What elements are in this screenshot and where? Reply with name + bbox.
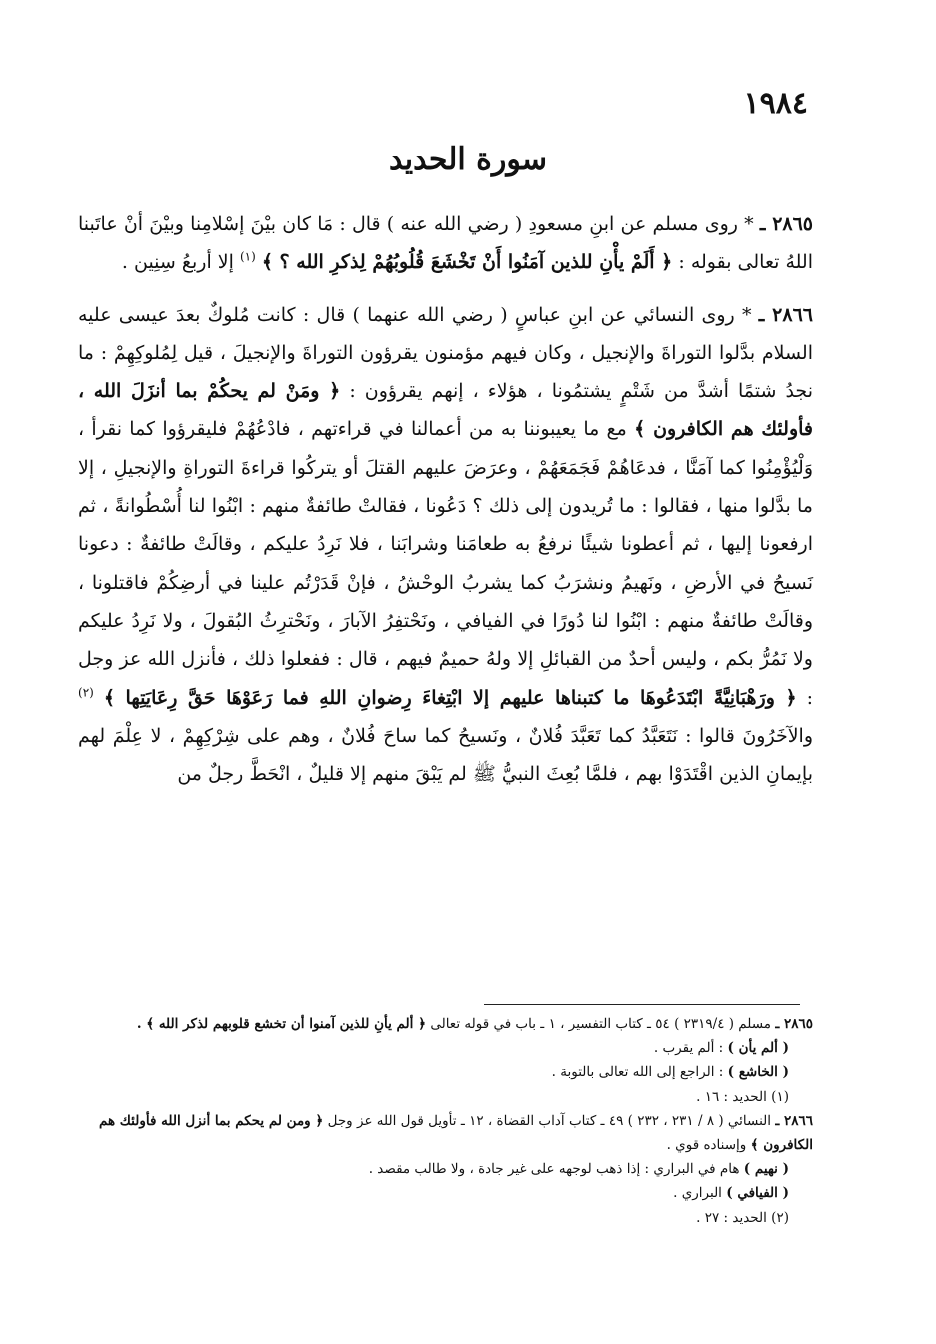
quran-verse: ﴿ ورَهْبَانِيَّةً ابْتَدَعُوهَا ما كتبناها عليهم إلا ابْتِغاءَ رِضوانِ اللهِ فما رَعَوْهَا حَقَّ رِعَايَتِها ﴾ <box>103 686 797 709</box>
hadith-number: ٢٨٦٦ ـ <box>758 303 813 326</box>
hadith-text: * روى مسلم عن ابنِ مسعودِ ( رضي الله عنه ) قال : مَا كان بيْنَ إسْلامِنا وبيْنَ أنْ عاتَبنا اللهُ تعالى بقوله : <box>78 213 813 274</box>
gloss-term: ( الفيافي ) <box>726 1185 789 1202</box>
main-text <box>78 205 813 793</box>
footnote-verse: ﴿ ألم يأنِ للذين آمنوا أن تخشع قلوبهم لذكر الله ﴾ . <box>136 1016 427 1032</box>
footnote-verse-ref <box>78 1085 813 1109</box>
footnote-gloss <box>78 1181 813 1205</box>
gloss-text: هام في البراري : إذا ذهب لوجهه على غير جادة ، ولا طالب مقصد . <box>368 1161 740 1178</box>
hadith-text: * روى النسائي عن ابنِ عباسٍ ( رضي الله عنهما ) قال : كانت مُلوكٌ بعدَ عيسى عليه السلام بدَّلوا التوراةَ والإنجيل ، وكان فيهم مؤمنون يقرؤون التوراةَ والإنجيلَ ، قيل لِمُلوكِهِمْ : ما نجدُ شتمًا أشدَّ من شَتْمٍ يشتمُونا ، هؤلاء ، إنهم يقرؤون : <box>78 303 813 403</box>
footnote-ref: (٢) <box>78 685 94 700</box>
verse-ref-text: (١) الحديد : ١٦ . <box>696 1088 789 1105</box>
hadith-2866 <box>78 296 813 794</box>
hadith-text: إلا أربعُ سِنِين . <box>121 251 234 274</box>
quran-verse: ﴿ ومَنْ لم يحكُمْ بما أنزَلَ الله ، فأولئك هم الكافرون ﴾ <box>78 380 813 441</box>
footnote-gloss <box>78 1157 813 1181</box>
footnote-source <box>78 1109 813 1157</box>
footnote-text: وإسناده قوي . <box>666 1137 747 1154</box>
footnote-text: مسلم ( ٢٣١٩/٤ ) ٥٤ ـ كتاب التفسير ، ١ ـ باب في قوله تعالى <box>430 1016 772 1032</box>
gloss-term: ( ألم يأن ) <box>727 1040 789 1057</box>
footnote-gloss <box>78 1060 813 1084</box>
footnote-text: النسائي ( ٨ / ٢٣١ ، ٢٣٢ ) ٤٩ ـ كتاب آداب القضاة ، ١٢ ـ تأويل قول الله عز وجل <box>327 1112 772 1129</box>
footnote-source <box>78 1012 813 1036</box>
gloss-term: ( نهيم ) <box>743 1161 789 1178</box>
footnote-number: ٢٨٦٦ ـ <box>775 1112 813 1129</box>
gloss-term: ( الخاشع ) <box>727 1064 789 1081</box>
hadith-text: والآخَرُونَ قالوا : نَتَعَبَّدُ كما تَعَبَّدَ فُلانٌ ، ونَسيحُ كما ساحَ فُلانٌ ، وهم على شِرْكِهِمْ ، لا عِلْمَ لهم بإيمانِ الذين اقْتَدَوْا بهم ، فلمَّا بُعِثَ النبيُّ ﷺ لم يَبْقَ منهم إلا قليلٌ ، انْحَطَّ رجلٌ من <box>78 724 813 786</box>
verse-ref-text: (٢) الحديد : ٢٧ . <box>696 1209 789 1226</box>
hadith-2865 <box>78 205 813 282</box>
footnotes <box>78 1012 813 1230</box>
quran-verse: ﴿ أَلَمْ يأْنِ للذين آمَنُوا أَنْ تَخْشَعَ قُلُوبُهُمْ لِذكرِ الله ؟ ﴾ <box>261 251 673 274</box>
footnote-verse: ﴿ ومن لم يحكم بما أنزل الله فأولئك هم الكافرون ﴾ <box>99 1112 813 1154</box>
footnote-verse-ref <box>78 1206 813 1230</box>
footnote-number: ٢٨٦٥ ـ <box>775 1016 813 1032</box>
footnote-divider <box>484 1004 800 1005</box>
hadith-text: مع ما يعيبوننا به من أعمالنا في قراءتهم ، فادْعُهُمْ فليقرؤوا كما نقرأ ، وَلْيُؤْمِنُوا كما آمَنَّا ، فدعَاهُمْ فَجَمَعَهُمْ ، وعرَضَ عليهم القتلَ أو يتركُوا قراءةَ التوراةِ والإنجيلِ ، إلا ما بدَّلوا منها ، فقالوا : ما تُريدون إلى ذلك ؟ دَعُونا ، فقالتْ طائفةٌ منهم : ابْنُوا لنا أُسْطُوانةً ، ثم ارفعونا إليها ، ثم أعطونا شيئًا نرفعُ به طعامَنا وشرابَنا ، فلا نَرِدُ عليكم ، وقالَتْ طائفةٌ : دعونا نَسيحُ في الأرضِ ، ونَهيمُ ونشرَبُ كما يشربُ الوحْشُ ، فإنْ قَدَرْتُم علينا في أرضِكُمْ فاقتلونا ، وقالَتْ طائفةٌ منهم : ابْنُوا لنا دُورًا في الفيافي ، ونَحْتفِرُ الآبارَ ، ونَحْترِثُ البُقولَ ، ولا نَرِدُ عليكم ولا نَمُرُّ بكم ، وليس أحدٌ من القبائلِ إلا ولهُ حميمٌ فيهم ، قال : ففعلوا ذلك ، فأنزل الله عز وجل : <box>78 418 814 709</box>
footnote-gloss <box>78 1036 813 1060</box>
hadith-number: ٢٨٦٥ ـ <box>759 213 814 235</box>
gloss-text: : الراجع إلى الله تعالى بالتوبة . <box>551 1064 724 1081</box>
gloss-text: : ألم يقرب . <box>653 1040 724 1057</box>
gloss-text: البراري . <box>673 1185 722 1202</box>
page-number: ١٩٨٤ <box>743 86 808 121</box>
footnote-ref: (١) <box>239 249 256 264</box>
surah-title: سورة الحديد <box>389 142 547 177</box>
